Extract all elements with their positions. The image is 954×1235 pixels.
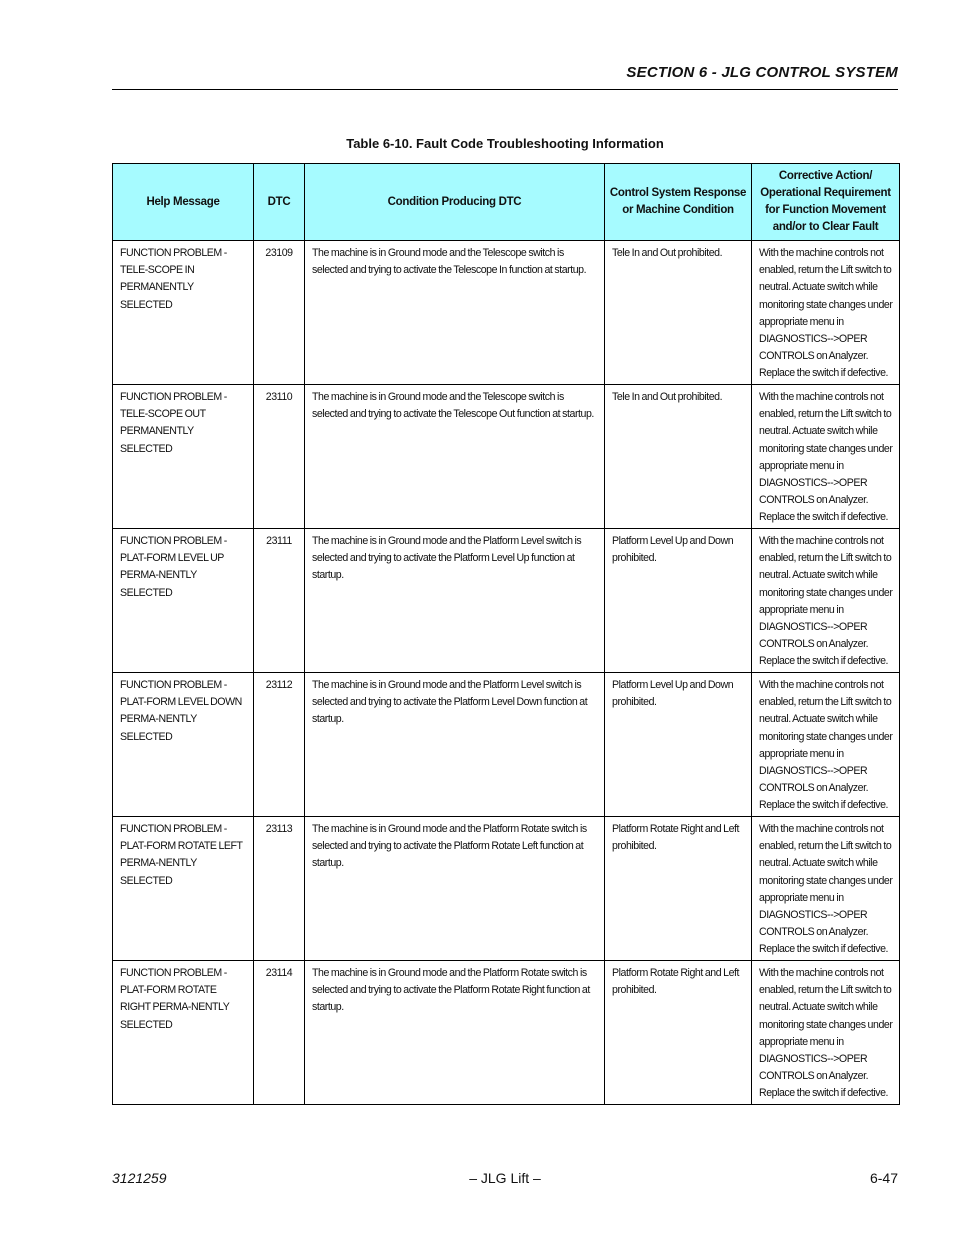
table-row	[113, 241, 900, 385]
dtc-cell: 23111	[254, 529, 305, 673]
column-header-condition: Condition Producing DTC	[305, 164, 605, 241]
corrective-action-cell: With the machine controls not enabled, return the Lift switch to neutral. Actuate switch while monitoring state changes under appropriate menu in DIAGNOSTICS-->OPER CONTROLS on Analyzer. Replace the switch if defective.	[752, 673, 900, 817]
column-header-help-message: Help Message	[113, 164, 254, 241]
table-title: Table 6-10. Fault Code Troubleshooting Information	[346, 136, 664, 151]
response-cell: Platform Rotate Right and Left prohibited.	[605, 817, 752, 961]
column-header-dtc: DTC	[254, 164, 305, 241]
dtc-cell: 23112	[254, 673, 305, 817]
table-row	[113, 817, 900, 961]
response-cell: Tele In and Out prohibited.	[605, 241, 752, 385]
help-message-cell: FUNCTION PROBLEM - PLAT-FORM LEVEL DOWN PERMA-NENTLY SELECTED	[113, 673, 254, 817]
table-row	[113, 961, 900, 1105]
column-header-response: Control System Response or Machine Condition	[605, 164, 752, 241]
condition-cell: The machine is in Ground mode and the Platform Rotate switch is selected and trying to activate the Platform Rotate Left function at startup.	[305, 817, 605, 961]
condition-cell: The machine is in Ground mode and the Platform Level switch is selected and trying to activate the Platform Level Down function at startup.	[305, 673, 605, 817]
table-row	[113, 673, 900, 817]
table-header-row	[113, 164, 900, 241]
document-number: 3121259	[112, 1170, 167, 1186]
response-cell: Platform Level Up and Down prohibited.	[605, 673, 752, 817]
section-title: SECTION 6 - JLG CONTROL SYSTEM	[626, 64, 898, 81]
corrective-action-cell: With the machine controls not enabled, return the Lift switch to neutral. Actuate switch while monitoring state changes under appropriate menu in DIAGNOSTICS-->OPER CONTROLS on Analyzer. Replace the switch if defective.	[752, 961, 900, 1105]
footer-brand: – JLG Lift –	[469, 1170, 541, 1186]
header-rule	[112, 89, 898, 90]
dtc-cell: 23114	[254, 961, 305, 1105]
condition-cell: The machine is in Ground mode and the Platform Level switch is selected and trying to activate the Platform Level Up function at startup.	[305, 529, 605, 673]
help-message-cell: FUNCTION PROBLEM - PLAT-FORM ROTATE RIGHT PERMA-NENTLY SELECTED	[113, 961, 254, 1105]
page-number: 6-47	[869, 1170, 898, 1186]
fault-code-table	[112, 163, 900, 1105]
corrective-action-cell: With the machine controls not enabled, return the Lift switch to neutral. Actuate switch while monitoring state changes under appropriate menu in DIAGNOSTICS-->OPER CONTROLS on Analyzer. Replace the switch if defective.	[752, 241, 900, 385]
response-cell: Platform Level Up and Down prohibited.	[605, 529, 752, 673]
help-message-cell: FUNCTION PROBLEM - PLAT-FORM LEVEL UP PERMA-NENTLY SELECTED	[113, 529, 254, 673]
corrective-action-cell: With the machine controls not enabled, return the Lift switch to neutral. Actuate switch while monitoring state changes under appropriate menu in DIAGNOSTICS-->OPER CONTROLS on Analyzer. Replace the switch if defective.	[752, 817, 900, 961]
response-cell: Platform Rotate Right and Left prohibited.	[605, 961, 752, 1105]
help-message-cell: FUNCTION PROBLEM - TELE-SCOPE OUT PERMANENTLY SELECTED	[113, 385, 254, 529]
response-cell: Tele In and Out prohibited.	[605, 385, 752, 529]
column-header-corrective-action: Corrective Action/ Operational Requirement for Function Movement and/or to Clear Fault	[752, 164, 900, 241]
corrective-action-cell: With the machine controls not enabled, return the Lift switch to neutral. Actuate switch while monitoring state changes under appropriate menu in DIAGNOSTICS-->OPER CONTROLS on Analyzer. Replace the switch if defective.	[752, 529, 900, 673]
condition-cell: The machine is in Ground mode and the Telescope switch is selected and trying to activate the Telescope Out function at startup.	[305, 385, 605, 529]
help-message-cell: FUNCTION PROBLEM - TELE-SCOPE IN PERMANENTLY SELECTED	[113, 241, 254, 385]
help-message-cell: FUNCTION PROBLEM - PLAT-FORM ROTATE LEFT PERMA-NENTLY SELECTED	[113, 817, 254, 961]
dtc-cell: 23110	[254, 385, 305, 529]
dtc-cell: 23109	[254, 241, 305, 385]
dtc-cell: 23113	[254, 817, 305, 961]
corrective-action-cell: With the machine controls not enabled, return the Lift switch to neutral. Actuate switch while monitoring state changes under appropriate menu in DIAGNOSTICS-->OPER CONTROLS on Analyzer. Replace the switch if defective.	[752, 385, 900, 529]
condition-cell: The machine is in Ground mode and the Telescope switch is selected and trying to activate the Telescope In function at startup.	[305, 241, 605, 385]
table-row	[113, 529, 900, 673]
table-row	[113, 385, 900, 529]
condition-cell: The machine is in Ground mode and the Platform Rotate switch is selected and trying to activate the Platform Rotate Right function at startup.	[305, 961, 605, 1105]
